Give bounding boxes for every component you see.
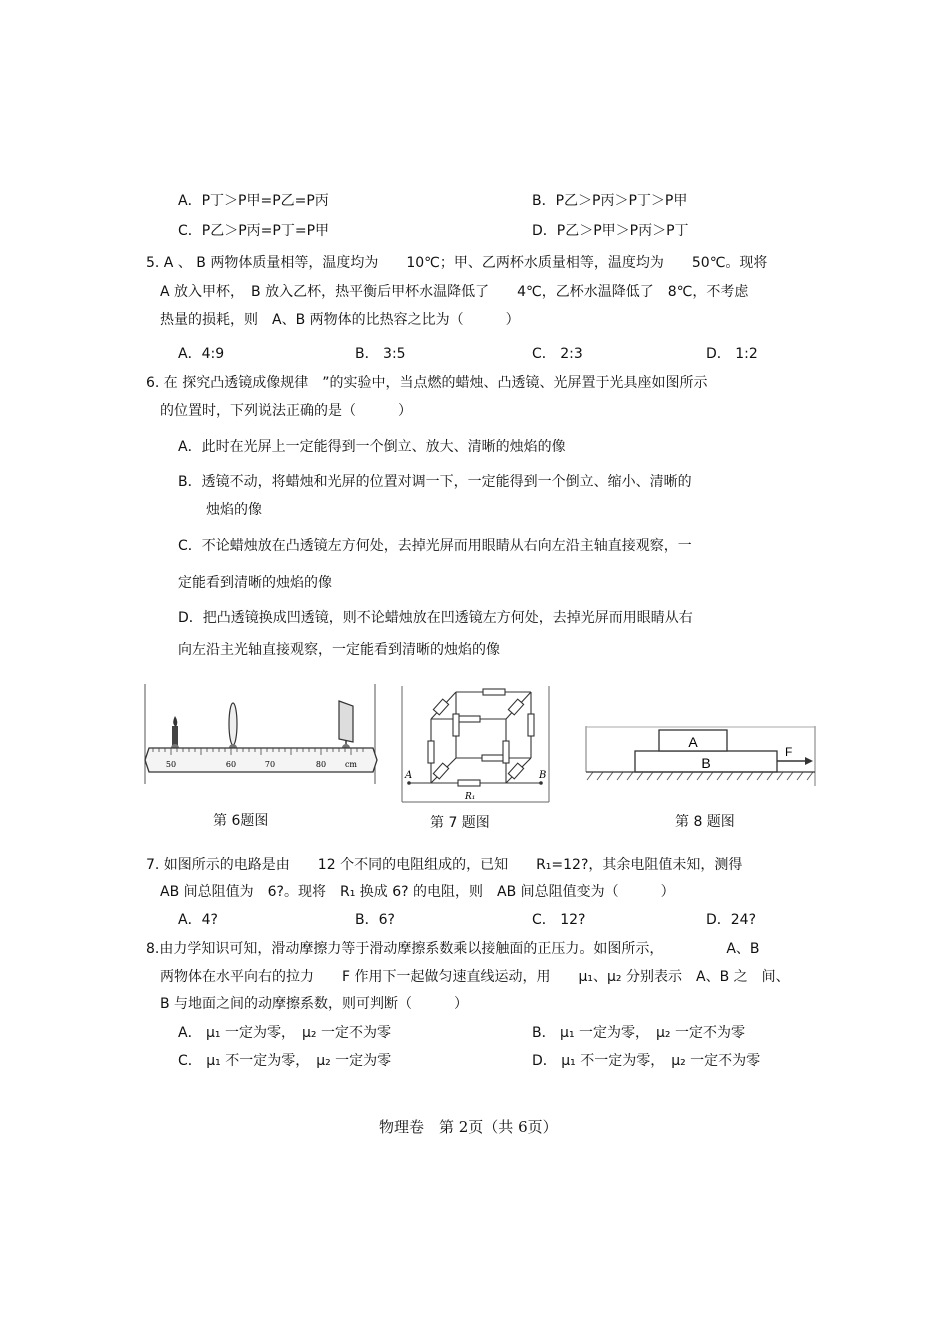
q4-option-b: B．P乙＞P丙＞P丁＞P甲: [532, 193, 688, 209]
q8-stem-line2: 两物体在水平向右的拉力 F 作用下一起做匀速直线运动，用 μ₁、μ₂ 分别表示 A、B 之 间、: [160, 969, 790, 985]
q7-option-d: D．24?: [706, 912, 757, 928]
fig6-caption: 第 6题图: [213, 813, 269, 829]
q6-stem-line2: 的位置时，下列说法正确的是（ ）: [160, 403, 412, 419]
resistor: [483, 689, 505, 695]
resistors: [428, 689, 534, 786]
ground-hatching: [587, 772, 813, 780]
fig8-caption: 第 8 题图: [675, 814, 735, 830]
q5-option-b: B． 3:5: [355, 346, 406, 362]
page-footer: 物理卷 第 2页（共 6页）: [379, 1118, 558, 1136]
light-screen: [339, 701, 353, 742]
block-b-label: B: [701, 755, 711, 771]
q6-option-d-line1: D．把凸透镜换成凹透镜，则不论蜡烛放在凹透镜左方何处，去掉光屏而用眼睛从右: [178, 610, 693, 626]
ruler-tick-80: 80: [315, 760, 327, 769]
q5-stem-line3: 热量的损耗，则 A、B 两物体的比热容之比为（ ）: [160, 312, 520, 328]
ruler-unit-cm: cm: [344, 760, 358, 769]
q6-option-b-line1: B．透镜不动，将蜡烛和光屏的位置对调一下，一定能得到一个倒立、缩小、清晰的: [178, 474, 692, 490]
q5-option-a: A．4:9: [178, 346, 225, 362]
q6-option-c-line1: C．不论蜡烛放在凸透镜左方何处，去掉光屏而用眼睛从右向左沿主轴直接观察，一: [178, 538, 692, 554]
q8-stem-line1: 8.由力学知识可知，滑动摩擦力等于滑动摩擦系数乘以接触面的正压力。如图所示， A、B: [146, 941, 760, 957]
q6-stem-line1: 6. 在 探究凸透镜成像规律 ”的实验中，当点燃的蜡烛、凸透镜、光屏置于光具座如图所示: [146, 375, 708, 391]
q7-option-a: A．4?: [178, 912, 218, 928]
q4-option-c: C．P乙＞P丙=P丁=P甲: [178, 223, 330, 239]
resistor-r1: [458, 780, 480, 786]
q5-stem-line1: 5. A 、 B 两物体质量相等，温度均为 10℃；甲、乙两杯水质量相等，温度均为 50℃。现将: [146, 255, 768, 271]
resistor: [458, 716, 480, 722]
q6-option-b-line2: 烛焰的像: [206, 502, 262, 518]
resistor: [428, 741, 434, 763]
q8-option-d: D． μ₁ 不一定为零， μ₂ 一定不为零: [532, 1053, 761, 1069]
resistor: [528, 714, 534, 736]
q5-option-d: D． 1:2: [706, 346, 758, 362]
q7-option-c: C． 12?: [532, 912, 586, 928]
resistor-label-r1: R₁: [465, 792, 476, 802]
node-label-a: A: [405, 770, 413, 781]
q5-option-c: C． 2:3: [532, 346, 583, 362]
node-label-b: B: [539, 770, 547, 781]
resistor-cube-figure: [401, 686, 551, 804]
q4-option-d: D．P乙＞P甲＞P丙＞P丁: [532, 223, 689, 239]
resistor: [482, 755, 504, 761]
q8-option-a: A． μ₁ 一定为零， μ₂ 一定不为零: [178, 1025, 391, 1041]
q8-stem-line3: B 与地面之间的动摩擦系数，则可判断（ ）: [160, 996, 469, 1012]
ruler-tick-70: 70: [264, 760, 276, 769]
q7-stem-line2: AB 间总阻值为 6?。现将 R₁ 换成 6? 的电阻，则 AB 间总阻值变为（ ）: [160, 884, 675, 900]
q6-option-a: A．此时在光屏上一定能得到一个倒立、放大、清晰的烛焰的像: [178, 439, 566, 455]
q8-option-b: B． μ₁ 一定为零， μ₂ 一定不为零: [532, 1025, 745, 1041]
resistor: [433, 699, 448, 715]
q8-option-c: C． μ₁ 不一定为零， μ₂ 一定为零: [178, 1053, 392, 1069]
resistor: [433, 763, 448, 779]
q7-option-b: B．6?: [355, 912, 395, 928]
ruler-tick-60: 60: [225, 760, 237, 769]
resistor: [508, 699, 523, 715]
q5-stem-line2: A 放入甲杯， B 放入乙杯，热平衡后甲杯水温降低了 4℃，乙杯水温降低了 8℃，不考虑: [160, 284, 749, 300]
force-label: F: [785, 745, 793, 759]
convex-lens: [229, 703, 237, 745]
resistor: [453, 714, 459, 736]
block-a-label: A: [688, 734, 698, 750]
candle-flame: [173, 716, 177, 727]
ruler-tick-50: 50: [165, 760, 177, 769]
optical-bench-figure: [143, 684, 378, 786]
q4-option-a: A．P丁＞P甲=P乙=P丙: [178, 193, 329, 209]
stacked-blocks-figure: [585, 726, 817, 792]
q7-stem-line1: 7. 如图所示的电路是由 12 个不同的电阻组成的，已知 R₁=12?，其余电阻值未知，测得: [146, 857, 743, 873]
q6-option-d-line2: 向左沿主光轴直接观察，一定能看到清晰的烛焰的像: [178, 642, 500, 658]
resistor: [503, 741, 509, 763]
resistor: [508, 763, 523, 779]
q6-option-c-line2: 定能看到清晰的烛焰的像: [178, 575, 332, 591]
fig7-caption: 第 7 题图: [430, 815, 490, 831]
